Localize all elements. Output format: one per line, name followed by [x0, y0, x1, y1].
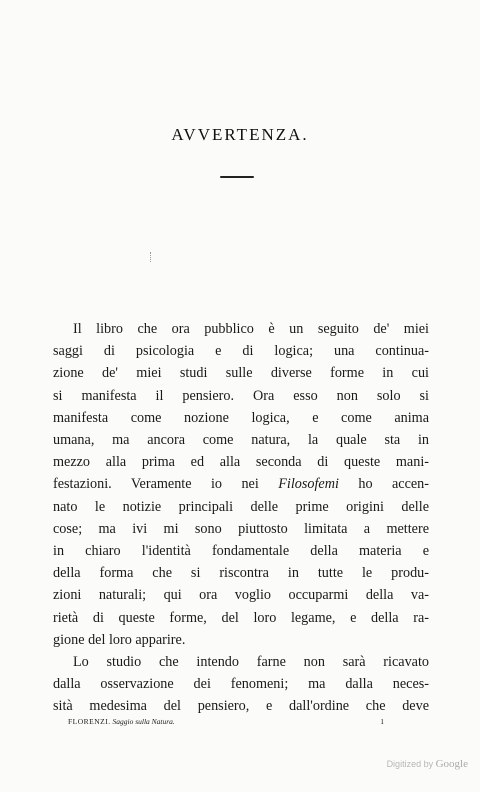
text-line: in chiaro l'identità fondamentale della materia e — [53, 543, 429, 560]
text-line: sità medesima del pensiero, e dall'ordine che deve — [53, 698, 429, 715]
digitization-watermark — [387, 758, 468, 770]
footer-author: FLORENZI. — [68, 717, 111, 726]
paragraph-2 — [53, 651, 429, 718]
text-line: rietà di queste forme, del loro legame, e della ra- — [53, 609, 429, 626]
text-line: nato le notizie principali delle prime origini delle — [53, 498, 429, 515]
text-line: zione de' miei studi sulle diverse forme in cui — [53, 365, 429, 382]
text-line: zioni naturali; qui ora voglio occuparmi della va- — [53, 587, 429, 604]
paragraph-1 — [53, 318, 429, 651]
signature-mark: 1 — [380, 717, 384, 726]
watermark-prefix: Digitized by — [386, 759, 434, 769]
body-text — [53, 318, 429, 718]
title-ornament-rule — [220, 176, 254, 178]
text-line: manifesta come nozione logica, e come anima — [53, 409, 429, 426]
footer-signature — [68, 717, 175, 726]
text-line: mezzo alla prima ed alla seconda di queste mani- — [53, 454, 429, 471]
text-line: gione del loro apparire. — [53, 631, 186, 648]
footer-book-title: Saggio sulla Natura. — [112, 717, 175, 726]
page-title: AVVERTENZA. — [171, 125, 309, 144]
text-line: si manifesta il pensiero. Ora esso non solo si — [53, 387, 429, 404]
text-line: festazioni. Veramente io nei Filosofemi ho accen- — [53, 476, 429, 493]
text-line: cose; ma ivi mi sono piuttosto limitata a mettere — [53, 520, 429, 537]
text-line: della forma che si riscontra in tutte le produ- — [53, 565, 429, 582]
page-footer — [68, 717, 384, 726]
text-line: umana, ma ancora come natura, la quale sta in — [53, 432, 429, 449]
text-line: Lo studio che intendo farne non sarà ricavato — [73, 654, 429, 671]
text-line: saggi di psicologia e di logica; una continua- — [53, 343, 429, 360]
paper-speck — [150, 252, 154, 262]
text-line: dalla osservazione dei fenomeni; ma dalla neces- — [53, 676, 429, 693]
watermark-brand: Google — [435, 758, 468, 770]
text-line: Il libro che ora pubblico è un seguito de' miei — [73, 321, 429, 337]
